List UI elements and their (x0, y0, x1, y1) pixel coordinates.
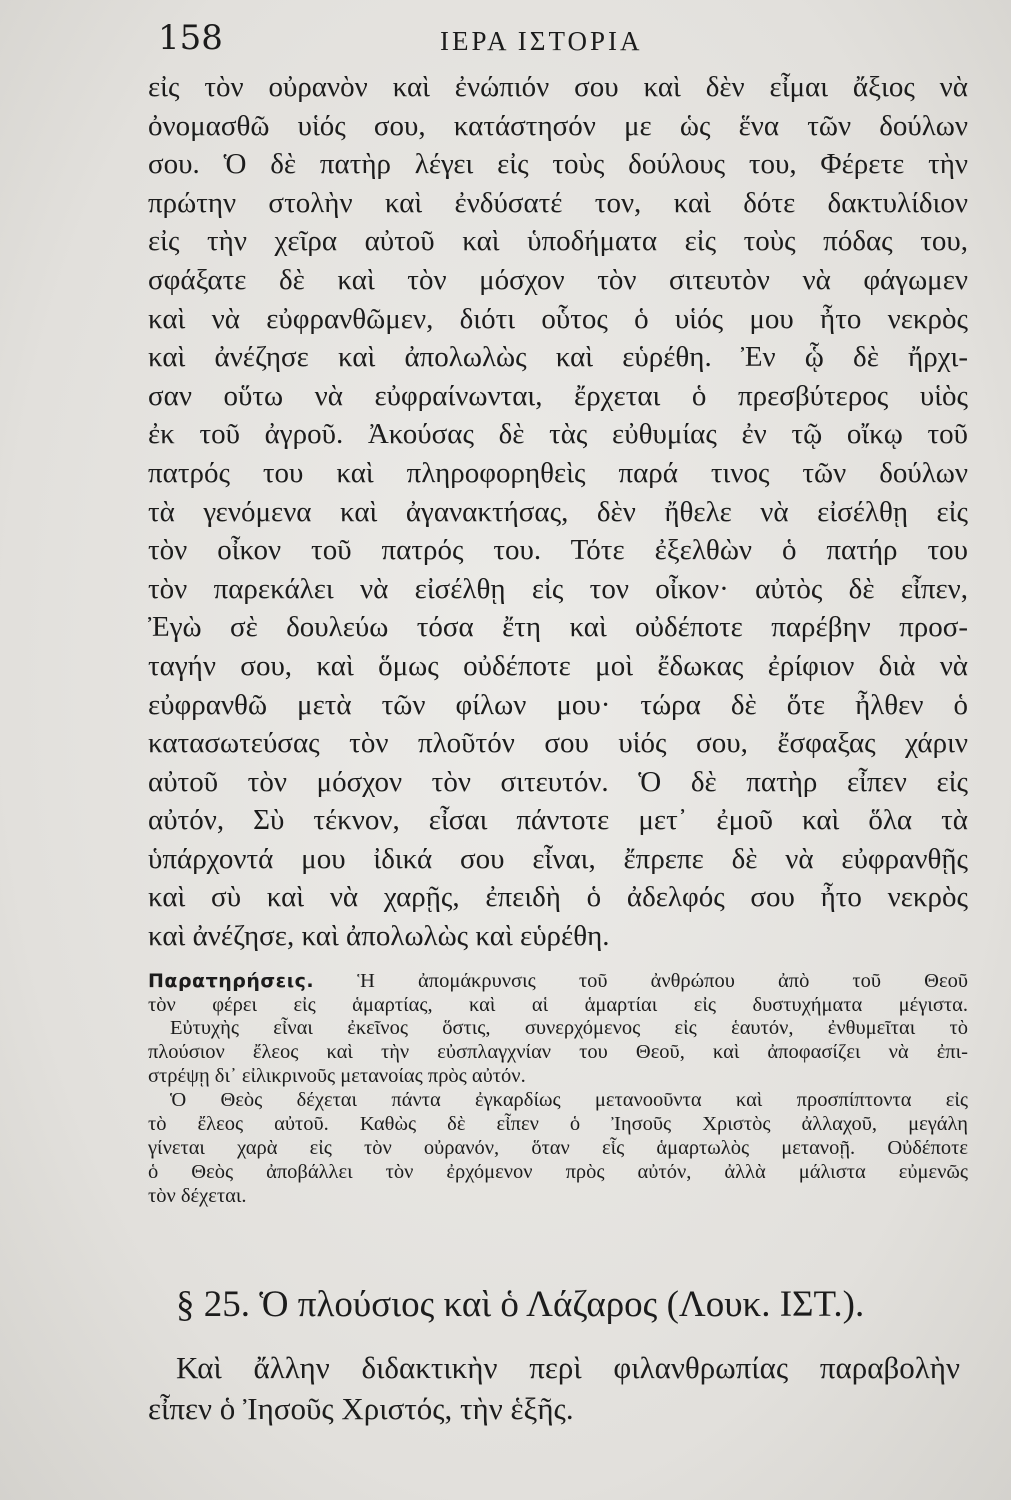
note-line: Εὐτυχὴς εἶναι ἐκεῖνος ὅστις, συνερχόμενος εἰς ἑαυτόν, ἐνθυμεῖται τὸ (170, 1017, 968, 1040)
page-body (148, 68, 968, 1209)
note-line: γίνεται χαρὰ εἰς τὸν οὐρανόν, ὅταν εἷς ἁμαρτωλὸς μετανοῇ. Οὐδέποτε (148, 1136, 968, 1159)
text-line: Ἐγὼ σὲ δουλεύω τόσα ἔτη καὶ οὐδέποτε παρέβην προσ- (148, 611, 968, 644)
text-line: ταγήν σου, καὶ ὅμως οὐδέποτε μοὶ ἔδωκας ἐρίφιον διὰ νὰ (148, 649, 968, 682)
text-line: τὰ γενόμενα καὶ ἀγανακτήσας, δὲν ἤθελε νὰ εἰσέλθῃ εἰς (148, 495, 968, 528)
text-line: σαν οὕτω νὰ εὐφραίνωνται, ἔρχεται ὁ πρεσβύτερος υἱὸς (148, 379, 968, 412)
note-text: Ἡ ἀπομάκρυνσις τοῦ ἀνθρώπου ἀπὸ τοῦ Θεοῦ (357, 969, 968, 992)
text-line: καὶ ἀνέζησε καὶ ἀπολωλὼς καὶ εὑρέθη. Ἐν ᾧ δὲ ἤρχι- (148, 341, 968, 374)
text-line: ἐκ τοῦ ἀγροῦ. Ἀκούσας δὲ τὰς εὐθυμίας ἐν τῷ οἴκῳ τοῦ (148, 418, 968, 451)
notes-block (148, 970, 968, 1209)
text-line: σφάξατε δὲ καὶ τὸν μόσχον τὸν σιτευτὸν νὰ φάγωμεν (148, 263, 968, 296)
notes-label: Παρατηρήσεις. (148, 969, 315, 992)
page-number: 158 (158, 18, 223, 58)
text-line-last: καὶ ἀνέζησε, καὶ ἀπολωλὼς καὶ εὑρέθη. (148, 920, 610, 953)
text-line: τὸν παρεκάλει νὰ εἰσέλθῃ εἰς τον οἶκον· αὐτὸς δὲ εἶπεν, (148, 572, 968, 605)
text-line: ὑπάρχοντά μου ἰδικά σου εἶναι, ἔπρεπε δὲ νὰ εὐφρανθῇς (148, 842, 968, 875)
note-line: ὁ Θεὸς ἀποβάλλει τὸν ἐρχόμενον πρὸς αὐτόν, ἀλλὰ μάλιστα εὐμενῶς (148, 1160, 968, 1183)
note-line: τὸ ἔλεος αὐτοῦ. Καθὼς δὲ εἶπεν ὁ Ἰησοῦς Χριστὸς ἀλλαχοῦ, μεγάλη (148, 1113, 968, 1135)
note-line (148, 970, 968, 994)
text-line: πατρός του καὶ πληροφορηθεὶς παρά τινος τῶν δούλων (148, 456, 968, 489)
note-line: τὸν φέρει εἰς ἁμαρτίας, καὶ αἱ ἁμαρτίαι εἰς δυστυχήματα μέγιστα. (148, 993, 968, 1016)
text-line: αὐτόν, Σὺ τέκνον, εἶσαι πάντοτε μετ᾿ ἐμοῦ καὶ ὅλα τὰ (148, 804, 968, 837)
text-line: Καὶ ἄλλην διδακτικὴν περὶ φιλανθρωπίας παραβολὴν (176, 1350, 960, 1385)
text-line: ὀνομασθῶ υἱός σου, κατάστησόν με ὡς ἕνα τῶν δούλων (148, 109, 968, 142)
text-line: πρώτην στολὴν καὶ ἐνδύσατέ τον, καὶ δότε δακτυλίδιον (148, 186, 968, 219)
note-line: πλούσιον ἔλεος καὶ τὴν εὐσπλαγχνίαν του Θεοῦ, καὶ ἀποφασίζει νὰ ἐπι- (148, 1041, 968, 1064)
text-line: εἰς τὸν οὐρανὸν καὶ ἐνώπιόν σου καὶ δὲν εἶμαι ἄξιος νὰ (148, 71, 968, 103)
text-line: κατασωτεύσας τὸν πλοῦτόν σου υἱός σου, ἔσφαξας χάριν (148, 727, 968, 760)
running-head (150, 14, 961, 64)
note-line: τὸν δέχεται. (148, 1184, 247, 1207)
text-line: εἶπεν ὁ Ἰησοῦς Χριστός, τὴν ἑξῆς. (148, 1391, 574, 1426)
section-heading: § 25. Ὁ πλούσιος καὶ ὁ Λάζαρος (Λουκ. ΙΣΤ.). (176, 1284, 865, 1325)
text-line: εἰς τὴν χεῖρα αὐτοῦ καὶ ὑποδήματα εἰς τοὺς πόδας του, (148, 225, 968, 258)
main-text (148, 68, 968, 956)
running-title: ΙΕΡΑ ΙΣΤΟΡΙΑ (440, 26, 643, 56)
text-line: καὶ νὰ εὐφρανθῶμεν, διότι οὗτος ὁ υἱός μου ἦτο νεκρὸς (148, 302, 968, 335)
text-line: σου. Ὁ δὲ πατὴρ λέγει εἰς τοὺς δούλους του, Φέρετε τὴν (148, 148, 968, 181)
text-line: τὸν οἶκον τοῦ πατρός του. Τότε ἐξελθὼν ὁ πατήρ του (148, 534, 968, 567)
text-line: αὐτοῦ τὸν μόσχον τὸν σιτευτόν. Ὁ δὲ πατὴρ εἶπεν εἰς (148, 765, 968, 798)
note-line: στρέψῃ δι᾿ εἰλικρινοῦς μετανοίας πρὸς αὐτόν. (148, 1065, 526, 1088)
text-line: καὶ σὺ καὶ νὰ χαρῇς, ἐπειδὴ ὁ ἀδελφός σου ἦτο νεκρὸς (148, 881, 968, 914)
closing-paragraph (148, 1347, 960, 1429)
text-line: εὐφρανθῶ μετὰ τῶν φίλων μου· τώρα δὲ ὅτε ἦλθεν ὁ (148, 688, 968, 721)
note-line: Ὁ Θεὸς δέχεται πάντα ἐγκαρδίως μετανοοῦντα καὶ προσπίπτοντα εἰς (170, 1089, 968, 1112)
